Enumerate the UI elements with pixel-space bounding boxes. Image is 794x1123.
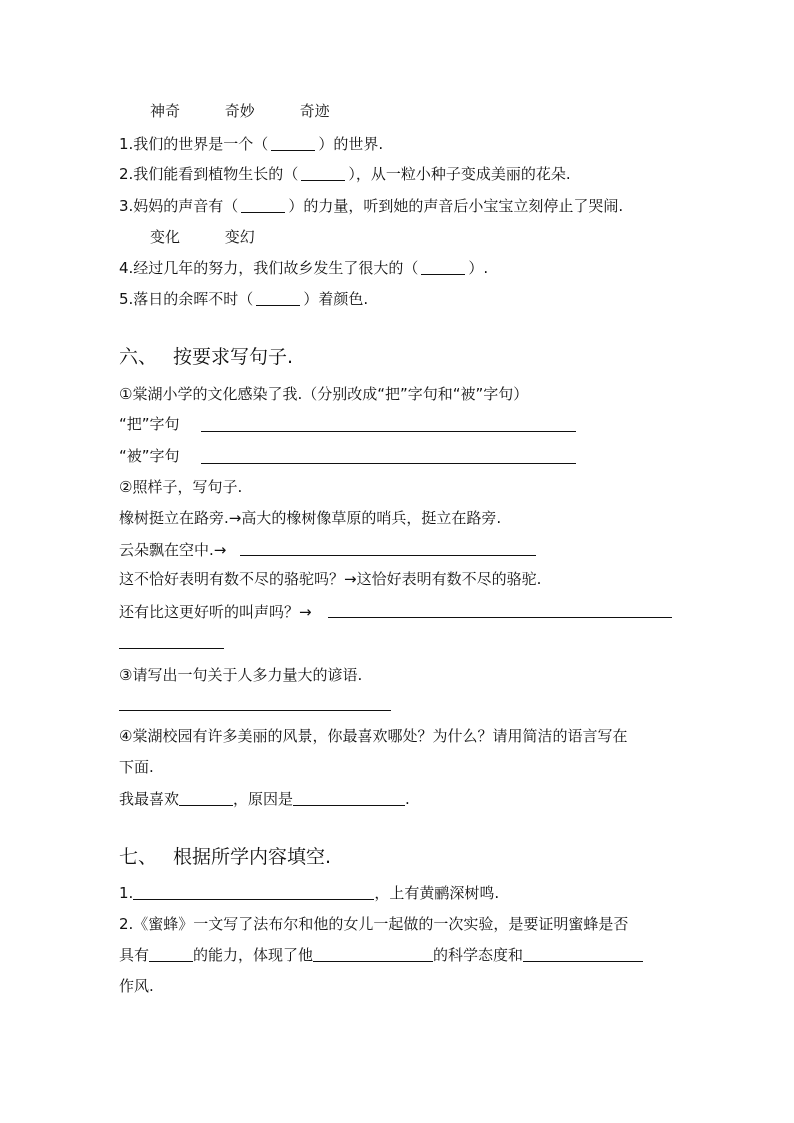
word-bank-a [150,101,330,121]
proverb-answer-line[interactable] [119,710,391,711]
style-blank[interactable] [523,947,643,962]
question-5-1: 1.我们的世界是一个（ ）的世界. [119,135,384,153]
favorite-place-row: 我最喜欢 ，原因是 . [119,790,410,808]
word-bank-item: 变幻 [224,228,255,246]
task-6-3: ③请写出一句关于人多力量大的谚语. [119,666,363,684]
bei-sentence-label: “被”字句 [119,447,180,465]
question-5-5: 5.落日的余晖不时（ ）着颜色. [119,290,369,308]
imitate-sentence-1-answer-line[interactable] [240,555,536,556]
bei-sentence-row [119,446,180,466]
task-6-4-line2: 下面. [119,758,154,776]
word-bank-item: 神奇 [150,102,181,120]
question-5-3: 3.妈妈的声音有（ ）的力量，听到她的声音后小宝宝立刻停止了哭闹. [119,197,624,215]
imitate-sentence-2: 还有比这更好听的叫声吗？→ [119,603,312,621]
answer-blank[interactable] [301,166,345,181]
question-7-2-line2: 具有 的能力，体现了他 的科学态度和 [119,945,643,965]
imitate-sentence-2-answer-line-cont[interactable] [119,648,224,649]
answer-blank[interactable] [241,198,285,213]
question-7-2-line3: 作风. [119,977,154,995]
question-7-1: 1. ，上有黄鹂深树鸣. [119,884,500,902]
ability-blank[interactable] [149,947,193,962]
question-5-2: 2.我们能看到植物生长的（ ），从一粒小种子变成美丽的花朵. [119,165,571,183]
section-7-heading [119,845,331,869]
ba-sentence-answer-line[interactable] [201,431,576,432]
question-7-2-line1: 2.《蜜蜂》一文写了法布尔和他的女儿一起做的一次实验，是要证明蜜蜂是否 [119,915,629,933]
ba-sentence-row [119,414,180,434]
example-sentence-1: 橡树挺立在路旁.→高大的橡树像草原的哨兵，挺立在路旁. [119,509,502,527]
task-6-4-line1: ④棠湖校园有许多美丽的风景，你最喜欢哪处？为什么？请用简洁的语言写在 [119,727,628,745]
section-number: 六、 [119,346,158,368]
answer-blank[interactable] [421,260,465,275]
answer-blank[interactable] [271,136,315,151]
task-6-2: ②照样子，写句子. [119,478,243,496]
section-number: 七、 [119,846,158,868]
section-title: 根据所学内容填空. [173,846,332,868]
word-bank-item: 变化 [150,228,181,246]
bei-sentence-answer-line[interactable] [201,463,576,464]
attitude-blank[interactable] [313,947,433,962]
ba-sentence-label: “把”字句 [119,415,180,433]
favorite-place-blank[interactable] [179,791,233,806]
answer-blank[interactable] [256,291,300,306]
word-bank-item: 奇迹 [299,102,330,120]
task-6-1: ①棠湖小学的文化感染了我.（分别改成“把”字句和“被”字句） [119,385,529,403]
word-bank-item: 奇妙 [224,102,255,120]
example-sentence-2: 这不恰好表明有数不尽的骆驼吗？→这恰好表明有数不尽的骆驼. [119,570,542,588]
section-6-heading [119,345,293,369]
imitate-sentence-1: 云朵飘在空中.→ [119,541,227,559]
section-title: 按要求写句子. [173,346,294,368]
word-bank-b [150,227,255,247]
imitate-sentence-2-answer-line[interactable] [328,617,672,618]
question-5-4: 4.经过几年的努力，我们故乡发生了很大的（ ）. [119,259,489,277]
poem-line-blank[interactable] [133,885,374,900]
reason-blank[interactable] [293,791,405,806]
